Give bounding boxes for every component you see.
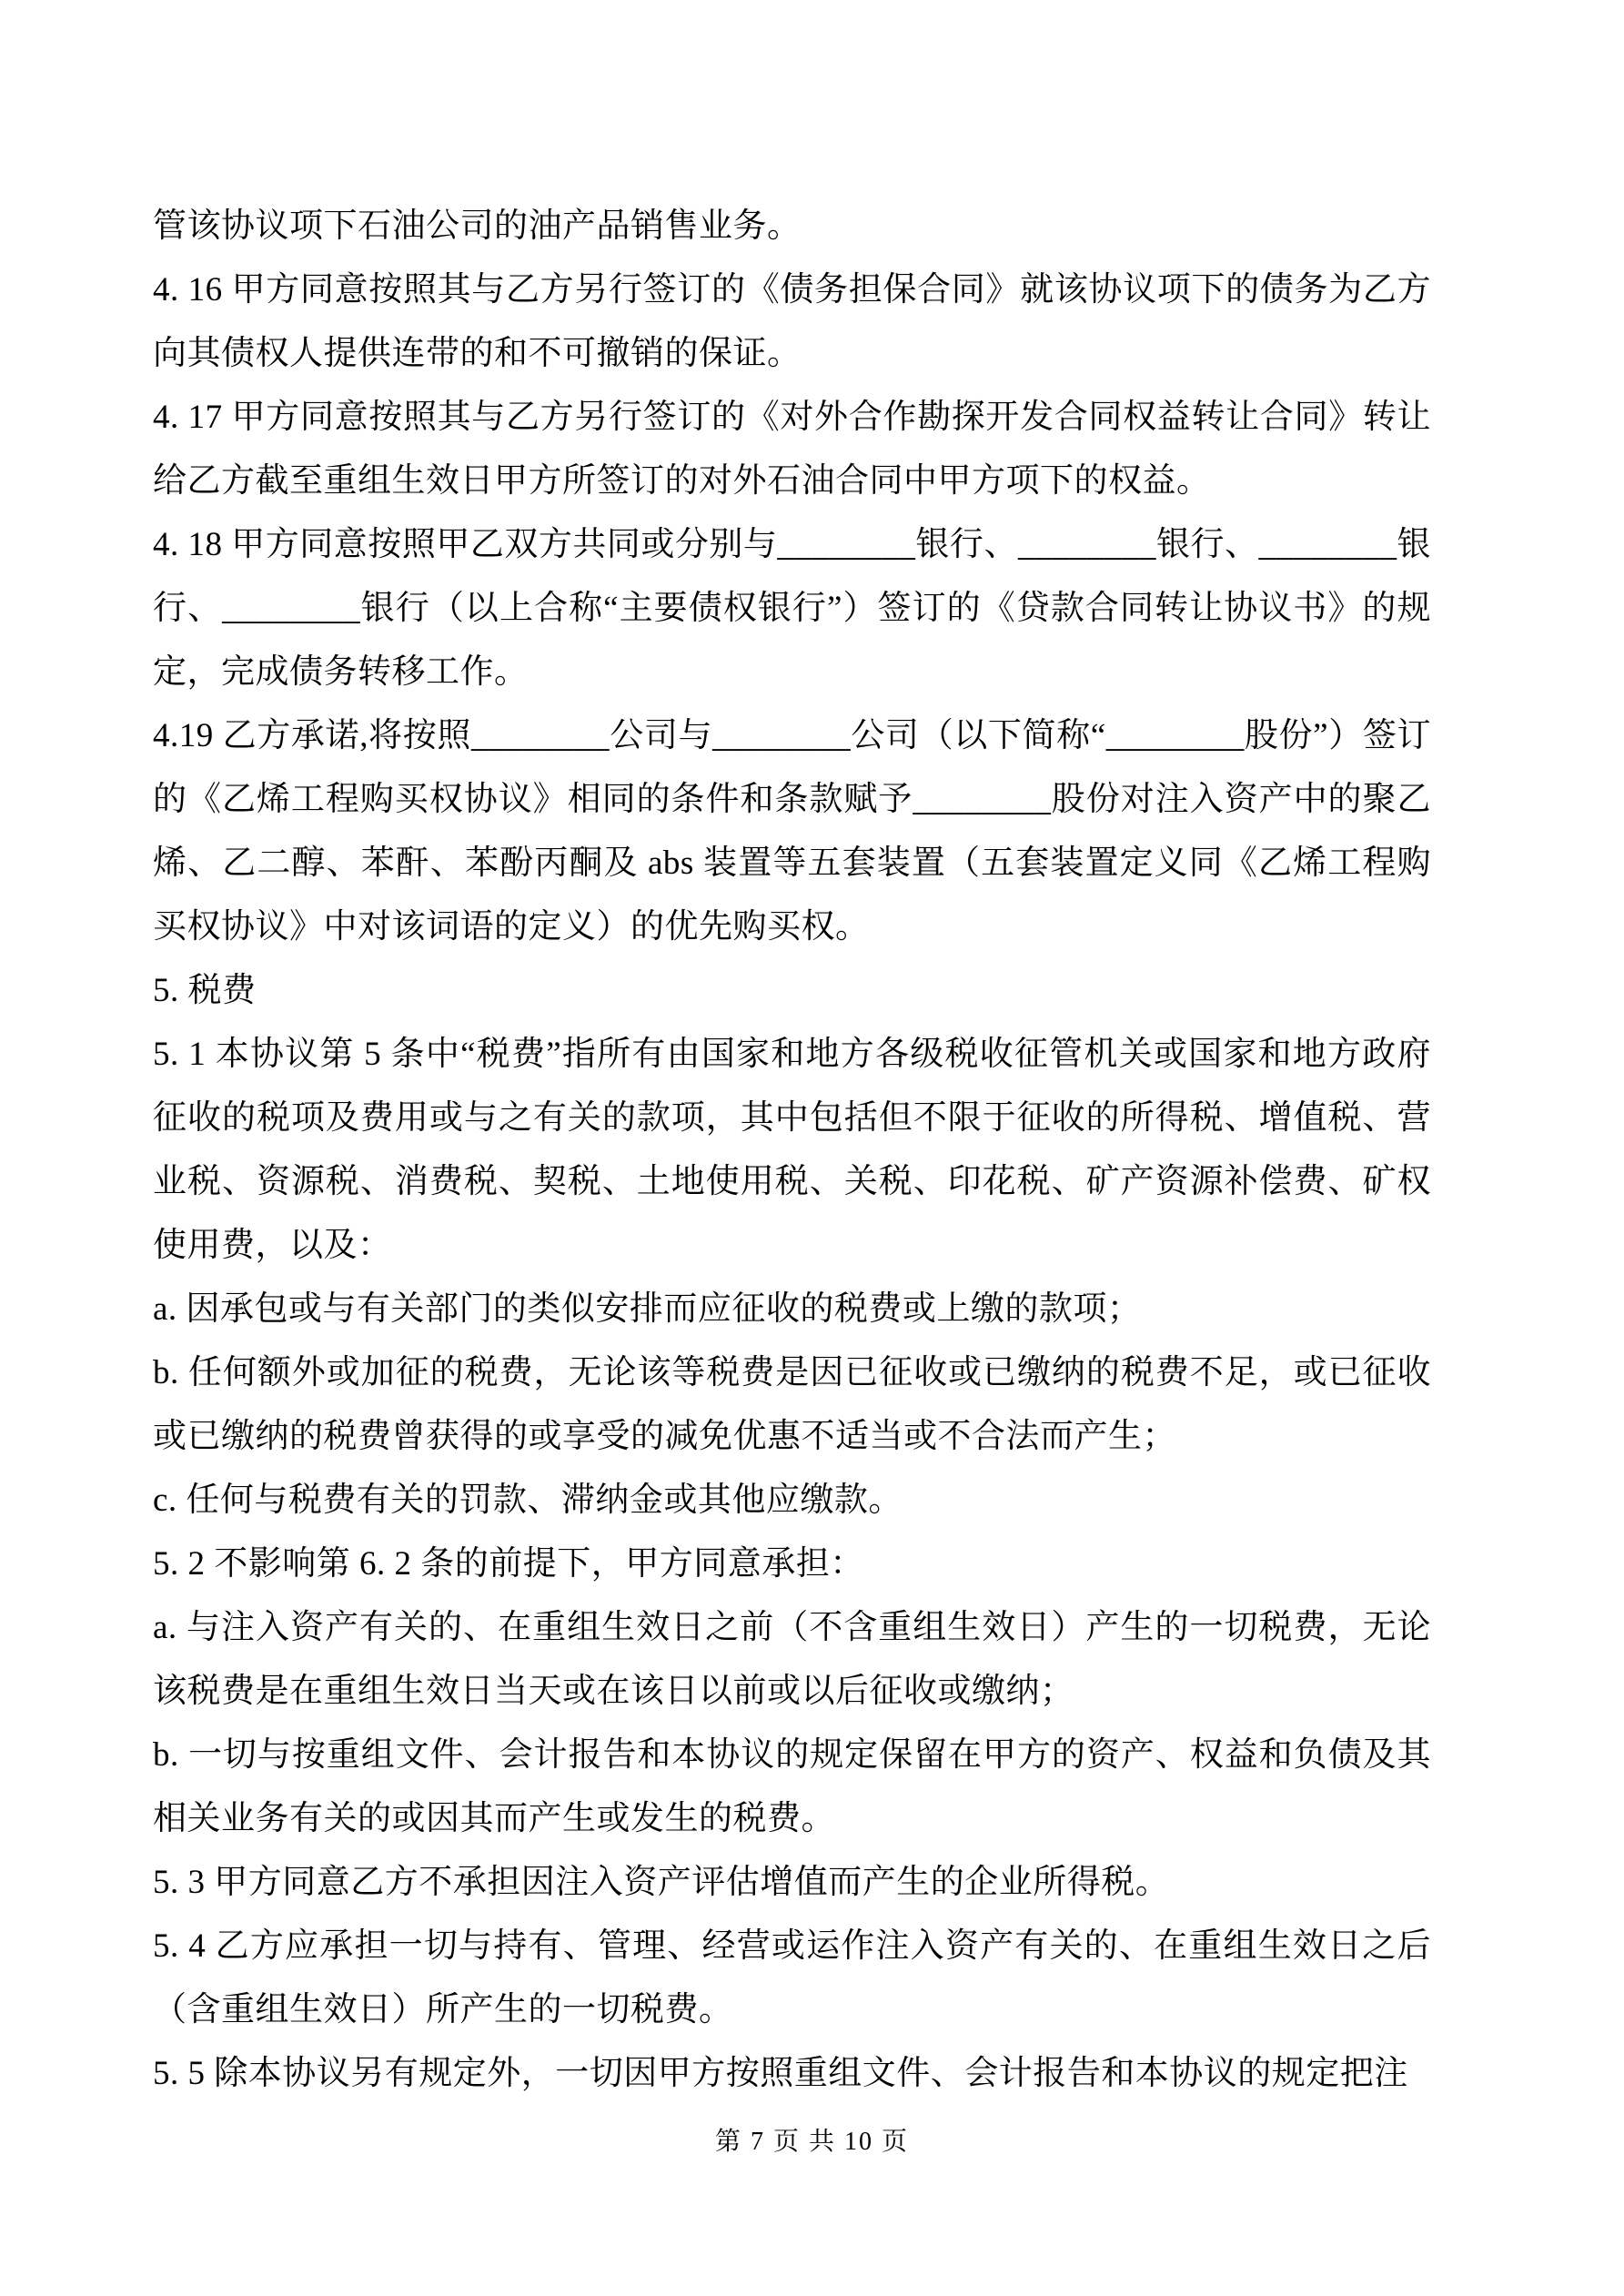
paragraph-4-17: 4. 17 甲方同意按照其与乙方另行签订的《对外合作勘探开发合同权益转让合同》转让给乙方截至重组生效日甲方所签订的对外石油合同中甲方项下的权益。	[153, 399, 1431, 500]
paragraph-5-2-item-b: b. 一切与按重组文件、会计报告和本协议的规定保留在甲方的资产、权益和负债及其相关业务有关的或因其而产生或发生的税费。	[153, 1736, 1431, 1837]
paragraph-5-2: 5. 2 不影响第 6. 2 条的前提下，甲方同意承担：	[153, 1545, 864, 1583]
paragraph-4-18: 4. 18 甲方同意按照甲乙双方共同或分别与________银行、________银行、________银行、________银行（以上合称“主要债权银行”）签订的《贷款合同转让协议书》的规定，完成债务转移工作。	[153, 526, 1431, 691]
paragraph-5-1-item-b: b. 任何额外或加征的税费，无论该等税费是因已征收或已缴纳的税费不足，或已征收或已缴纳的税费曾获得的或享受的减免优惠不适当或不合法而产生；	[153, 1354, 1431, 1455]
paragraph-4-16: 4. 16 甲方同意按照其与乙方另行签订的《债务担保合同》就该协议项下的债务为乙方向其债权人提供连带的和不可撤销的保证。	[153, 271, 1431, 372]
paragraph-5-1-item-a: a. 因承包或与有关部门的类似安排而应征收的税费或上缴的款项；	[153, 1290, 1142, 1328]
paragraph-5-4: 5. 4 乙方应承担一切与持有、管理、经营或运作注入资产有关的、在重组生效日之后（含重组生效日）所产生的一切税费。	[153, 1927, 1431, 2028]
paragraph-5-3: 5. 3 甲方同意乙方不承担因注入资产评估增值而产生的企业所得税。	[153, 1864, 1170, 1901]
paragraph-4-19: 4.19 乙方承诺,将按照________公司与________公司（以下简称“________股份”）签订的《乙烯工程购买权协议》相同的条件和条款赋予________股份对注入资产中的聚乙烯、乙二醇、苯酐、苯酚丙酮及 abs 装置等五套装置（五套装置定义同《乙烯工程购买权协议》中对该词语的定义）的优先购买权。	[153, 717, 1431, 946]
paragraph-5-1-item-c: c. 任何与税费有关的罚款、滞纳金或其他应缴款。	[153, 1482, 903, 1519]
paragraph-5-5: 5. 5 除本协议另有规定外，一切因甲方按照重组文件、会计报告和本协议的规定把注	[153, 2055, 1408, 2092]
heading-section-5-taxes: 5. 税费	[153, 972, 257, 1009]
paragraph-5-1: 5. 1 本协议第 5 条中“税费”指所有由国家和地方各级税收征管机关或国家和地方政府征收的税项及费用或与之有关的款项，其中包括但不限于征收的所得税、增值税、营业税、资源税、消费税、契税、土地使用税、关税、印花税、矿产资源补偿费、矿权使用费，以及：	[153, 1036, 1431, 1264]
paragraph-5-2-item-a: a. 与注入资产有关的、在重组生效日之前（不含重组生效日）产生的一切税费，无论该税费是在重组生效日当天或在该日以前或以后征收或缴纳；	[153, 1609, 1431, 1710]
document-body	[153, 195, 1431, 2106]
paragraph-4-15-continuation: 管该协议项下石油公司的油产品销售业务。	[153, 207, 802, 245]
page-footer: 第 7 页 共 10 页	[714, 2128, 909, 2156]
